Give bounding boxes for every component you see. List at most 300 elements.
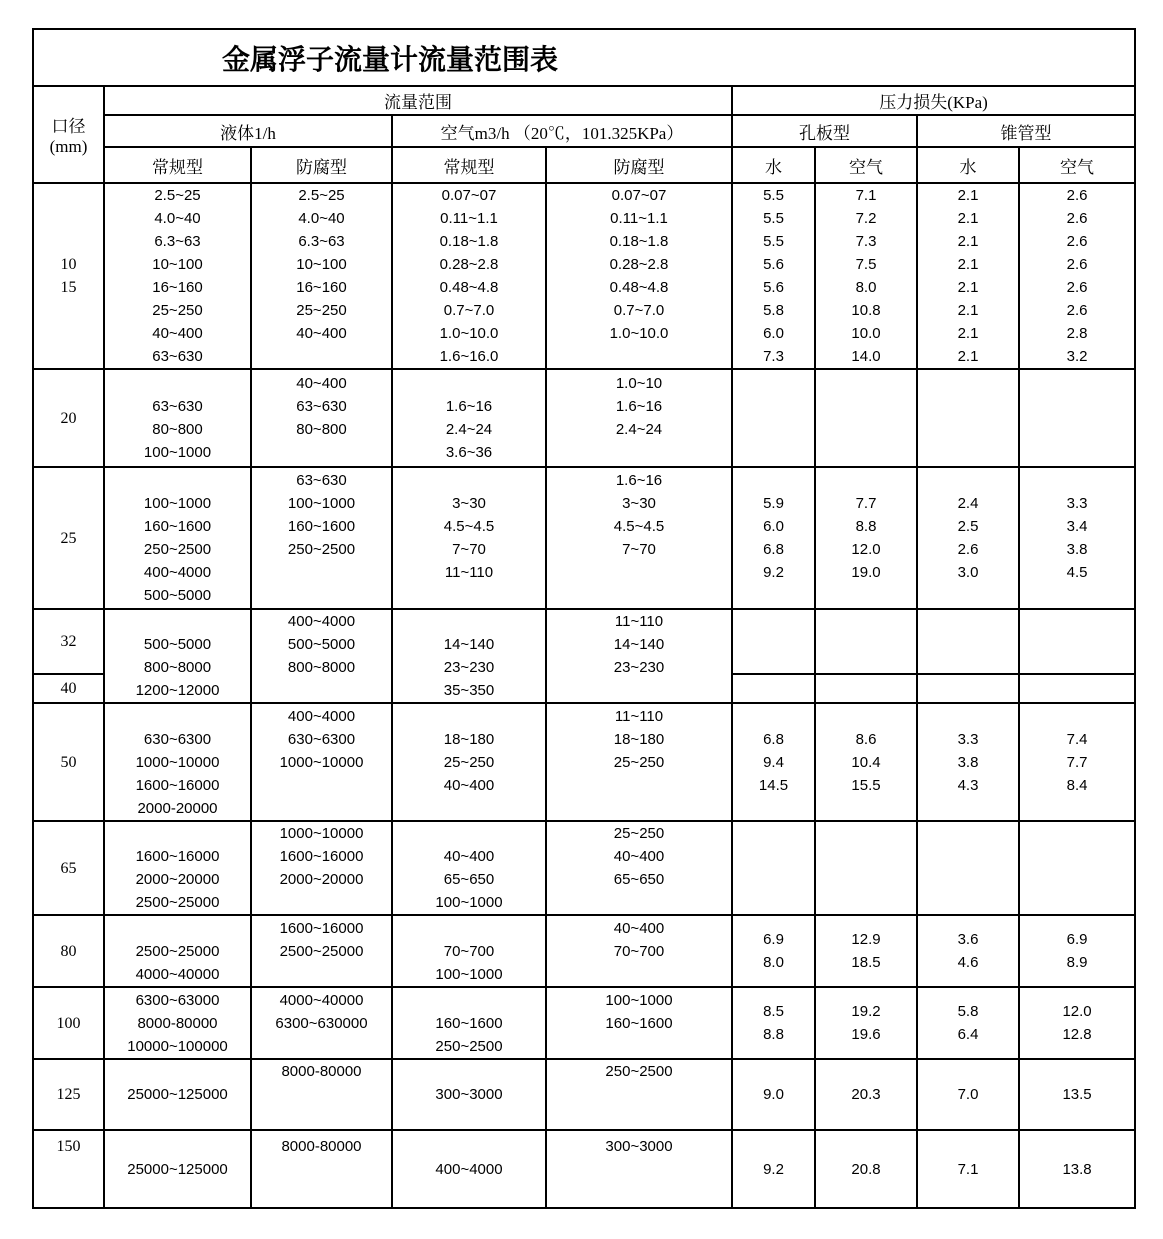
cell-air-normal (392, 467, 546, 609)
cell-air-anti (546, 369, 732, 467)
cell-line (393, 822, 545, 845)
cell-line (547, 561, 731, 584)
cell-line: 23~230 (613, 659, 665, 676)
cell-line: 400~4000 (143, 564, 212, 581)
header-pressure-loss: 压力损失(KPa) (732, 86, 1135, 115)
cell-liquid-anti (251, 987, 392, 1059)
cell-line (1020, 797, 1134, 820)
cell-line: 3.0 (957, 564, 979, 581)
cell-air-anti (546, 609, 732, 703)
cell-line: 40~400 (443, 776, 495, 794)
header-row-1 (33, 86, 1135, 115)
cell-line: 7~70 (452, 541, 486, 558)
cell-line: 4000~40000 (279, 991, 364, 1009)
cell-line (547, 797, 731, 820)
cell-line: 1600~16000 (135, 776, 220, 794)
cell-line: 2.6 (1066, 279, 1088, 296)
cell-line: 7.1 (855, 187, 877, 204)
cell-line: 18~180 (613, 730, 665, 748)
cell-line: 800~8000 (143, 659, 212, 676)
cell-line: 7.5 (855, 256, 877, 273)
cell-line: 1600~16000 (279, 848, 364, 865)
cell-line: 35~350 (443, 682, 495, 699)
cell-line (547, 345, 731, 368)
cell-liquid-anti (251, 821, 392, 915)
header-cone-type: 锥管型 (917, 115, 1135, 147)
cell-line: 6300~630000 (275, 1014, 368, 1032)
cell-p-cone-water (917, 369, 1019, 467)
cell-line: 6.9 (1066, 931, 1088, 948)
cell-line: 1600~16000 (135, 848, 220, 865)
cell-line: 8000-80000 (137, 1014, 218, 1032)
diameter-cell (33, 703, 104, 821)
cell-p-cone-water (917, 183, 1019, 369)
cell-line: 12.9 (851, 931, 881, 948)
cell-line: 65 (60, 859, 77, 877)
cell-line (105, 1060, 250, 1083)
table-row (33, 1059, 1135, 1130)
header-diameter-line2: (mm) (49, 137, 88, 156)
cell-line (252, 1181, 391, 1204)
cell-p-cone-air (1019, 467, 1135, 609)
cell-line: 0.48~4.8 (609, 279, 669, 296)
cell-liquid-normal (104, 703, 251, 821)
cell-line: 20.8 (851, 1160, 881, 1178)
cell-line: 6.9 (763, 931, 784, 948)
cell-line: 250~2500 (605, 1063, 673, 1080)
cell-line: 4.0~40 (154, 210, 201, 227)
cell-line: 20.3 (851, 1086, 881, 1103)
cell-p-cone-air (1019, 609, 1135, 674)
cell-air-normal (392, 821, 546, 915)
cell-line: 8.5 (763, 1003, 784, 1020)
cell-line: 2.5~25 (298, 187, 345, 204)
cell-line: 11~110 (444, 564, 494, 581)
cell-p-orifice-water (732, 987, 815, 1059)
cell-line: 13.5 (1062, 1086, 1092, 1103)
cell-p-orifice-air (815, 703, 917, 821)
cell-line: 4.0~40 (298, 210, 345, 227)
cell-p-cone-air (1019, 1059, 1135, 1130)
cell-line: 7.3 (855, 233, 877, 250)
header-diameter (33, 86, 104, 183)
cell-air-anti (546, 467, 732, 609)
cell-line: 40~400 (296, 375, 347, 392)
cell-line: 80~800 (152, 421, 203, 438)
header-air-anticorrosion: 防腐型 (546, 147, 732, 183)
cell-line: 2.1 (957, 233, 979, 250)
title-row (33, 29, 1135, 86)
cell-liquid-normal (104, 1059, 251, 1130)
cell-liquid-normal (104, 467, 251, 609)
cell-line (252, 345, 391, 368)
cell-line: 5.6 (763, 256, 784, 273)
cell-line: 8000-80000 (281, 1063, 362, 1080)
cell-line (547, 1035, 731, 1058)
cell-line (918, 677, 1018, 700)
cell-p-orifice-air (815, 1059, 917, 1130)
cell-line: 5.5 (763, 210, 784, 227)
cell-line: 5.8 (763, 302, 784, 319)
cell-line: 8000-80000 (281, 1137, 362, 1155)
cell-line (1020, 407, 1134, 430)
cell-line: 63~630 (152, 348, 203, 365)
cell-line: 8.9 (1066, 954, 1088, 971)
cell-line (547, 584, 731, 607)
diameter-cell (33, 467, 104, 609)
cell-line (393, 1135, 545, 1158)
cell-line: 80~800 (296, 421, 347, 438)
cell-line: 2.1 (957, 302, 979, 319)
cell-line: 250~2500 (435, 1037, 503, 1055)
cell-line (547, 1083, 731, 1106)
cell-line (547, 441, 731, 464)
cell-p-orifice-water (732, 821, 815, 915)
cell-line: 11~110 (614, 613, 664, 630)
header-orifice-type: 孔板型 (732, 115, 917, 147)
cell-line: 13.8 (1062, 1160, 1092, 1178)
cell-line: 2.4 (957, 495, 979, 512)
cell-line: 16~160 (296, 279, 347, 296)
cell-line: 3.4 (1066, 518, 1088, 535)
page-title: 金属浮子流量计流量范围表 (33, 29, 1135, 86)
cell-p-cone-air (1019, 674, 1135, 703)
cell-line (393, 372, 545, 395)
table-row (33, 183, 1135, 369)
cell-line: 6.3~63 (154, 233, 201, 250)
cell-line: 5.5 (763, 233, 784, 250)
cell-line (393, 610, 545, 633)
cell-line: 70~700 (613, 942, 665, 960)
cell-line (918, 407, 1018, 430)
cell-line: 2.1 (957, 187, 979, 204)
cell-p-orifice-water (732, 674, 815, 703)
cell-line (105, 705, 250, 728)
cell-line: 2.1 (957, 279, 979, 296)
cell-line: 0.11~1.1 (610, 210, 668, 227)
cell-line: 10~100 (296, 256, 347, 273)
cell-p-cone-water (917, 609, 1019, 674)
cell-line (547, 891, 731, 914)
cell-line (105, 1135, 250, 1158)
diameter-cell (33, 609, 104, 674)
cell-line (733, 469, 814, 492)
cell-line (816, 630, 916, 653)
cell-line: 19.6 (851, 1026, 881, 1043)
cell-line: 19.2 (851, 1003, 881, 1020)
cell-air-anti (546, 703, 732, 821)
cell-line (547, 774, 731, 797)
diameter-cell (33, 369, 104, 467)
cell-line: 63~630 (296, 472, 347, 489)
cell-line: 100~1000 (435, 965, 503, 983)
cell-p-cone-water (917, 703, 1019, 821)
cell-line: 3.6 (957, 931, 979, 948)
cell-line: 2000-20000 (137, 799, 218, 817)
cell-line: 2.5 (957, 518, 979, 535)
cell-line (733, 705, 814, 728)
cell-p-cone-air (1019, 369, 1135, 467)
cell-p-cone-water (917, 674, 1019, 703)
cell-line: 0.28~2.8 (609, 256, 669, 273)
cell-line (393, 1060, 545, 1083)
cell-line (252, 797, 391, 820)
cell-line: 7.3 (763, 348, 784, 365)
cell-line: 25000~125000 (127, 1160, 228, 1178)
cell-line: 800~8000 (287, 659, 356, 676)
cell-line: 4.5~4.5 (443, 518, 495, 535)
cell-line (816, 857, 916, 880)
cell-line: 25~250 (613, 825, 665, 842)
cell-line (1020, 677, 1134, 700)
cell-line: 10.0 (851, 325, 881, 342)
cell-line: 4.6 (957, 954, 979, 971)
cell-line: 400~4000 (287, 707, 356, 725)
diameter-cell (33, 821, 104, 915)
cell-p-orifice-air (815, 369, 917, 467)
cell-p-cone-air (1019, 183, 1135, 369)
cell-line: 100~1000 (435, 894, 503, 911)
table-row (33, 609, 1135, 674)
cell-air-anti (546, 821, 732, 915)
cell-line: 1.0~10.0 (609, 325, 669, 342)
cell-p-orifice-water (732, 369, 815, 467)
cell-line: 40~400 (613, 919, 665, 937)
cell-p-cone-air (1019, 821, 1135, 915)
cell-line: 8.6 (855, 730, 877, 748)
cell-line: 1.6~16 (615, 472, 663, 489)
cell-line: 2.6 (1066, 187, 1088, 204)
cell-line: 2500~25000 (135, 894, 220, 911)
cell-line (252, 774, 391, 797)
cell-line: 4.5~4.5 (613, 518, 665, 535)
cell-line: 40 (60, 680, 77, 698)
cell-line: 6.8 (763, 541, 784, 558)
table-row (33, 821, 1135, 915)
cell-line: 1000~10000 (279, 825, 364, 842)
cell-line: 2.6 (1066, 210, 1088, 227)
cell-line: 12.8 (1062, 1026, 1092, 1043)
cell-air-normal (392, 1059, 546, 1130)
cell-line: 1000~10000 (279, 753, 364, 771)
cell-line: 14.0 (851, 348, 881, 365)
cell-line: 8.8 (855, 518, 877, 535)
cell-line: 9.0 (763, 1086, 784, 1103)
cell-line: 2.1 (957, 210, 979, 227)
cell-p-orifice-water (732, 183, 815, 369)
cell-line: 11~110 (614, 707, 664, 725)
diameter-cell (33, 987, 104, 1059)
cell-air-anti (546, 987, 732, 1059)
cell-line: 160~1600 (435, 1014, 503, 1032)
cell-liquid-anti (251, 1059, 392, 1130)
cell-line: 6.0 (763, 518, 784, 535)
cell-line (733, 630, 814, 653)
cell-line: 125 (56, 1086, 81, 1103)
cell-line: 1.6~16 (615, 398, 663, 415)
cell-line (816, 677, 916, 700)
cell-line (918, 584, 1018, 607)
cell-air-normal (392, 703, 546, 821)
header-flow-range: 流量范围 (104, 86, 732, 115)
cell-line (105, 469, 250, 492)
cell-line (918, 797, 1018, 820)
cell-line: 25~250 (613, 753, 665, 771)
cell-line: 2.6 (1066, 256, 1088, 273)
cell-line (547, 1106, 731, 1129)
cell-line: 4.5 (1066, 564, 1088, 581)
table-row (33, 369, 1135, 467)
cell-line: 12.0 (851, 541, 881, 558)
cell-line (105, 1181, 250, 1204)
cell-line: 1.0~10.0 (439, 325, 499, 342)
cell-line: 2500~25000 (279, 942, 364, 960)
cell-line (816, 469, 916, 492)
cell-line (252, 1083, 391, 1106)
cell-line: 400~4000 (287, 613, 356, 630)
cell-line (105, 1106, 250, 1129)
cell-line: 50 (60, 753, 77, 771)
cell-line: 1000~10000 (135, 753, 220, 771)
header-cone-air: 空气 (1019, 147, 1135, 183)
cell-line: 2.4~24 (445, 421, 493, 438)
cell-line: 10.4 (851, 753, 881, 771)
cell-line: 2.1 (957, 348, 979, 365)
cell-line: 150 (56, 1137, 81, 1155)
cell-line (918, 857, 1018, 880)
header-liquid-normal: 常规型 (104, 147, 251, 183)
cell-line: 1600~16000 (279, 919, 364, 937)
cell-p-cone-water (917, 467, 1019, 609)
cell-line: 630~6300 (287, 730, 356, 748)
cell-line: 18.5 (851, 954, 881, 971)
cell-line: 5.9 (763, 495, 784, 512)
cell-line: 15.5 (851, 776, 881, 794)
cell-line: 70~700 (443, 942, 495, 960)
cell-liquid-normal (104, 1130, 251, 1208)
cell-line: 18~180 (443, 730, 495, 748)
cell-line (816, 705, 916, 728)
cell-line: 0.48~4.8 (439, 279, 499, 296)
cell-line (816, 797, 916, 820)
cell-line: 7.7 (855, 495, 877, 512)
cell-line: 6.0 (763, 325, 784, 342)
cell-line: 7.4 (1066, 730, 1088, 748)
cell-line (393, 989, 545, 1012)
cell-p-cone-water (917, 821, 1019, 915)
cell-line: 10000~100000 (127, 1037, 228, 1055)
cell-line: 500~5000 (143, 587, 212, 604)
header-air-normal: 常规型 (392, 147, 546, 183)
cell-p-orifice-air (815, 987, 917, 1059)
cell-p-cone-air (1019, 987, 1135, 1059)
cell-liquid-normal (104, 821, 251, 915)
cell-line (547, 679, 731, 702)
cell-air-normal (392, 1130, 546, 1208)
cell-air-normal (392, 369, 546, 467)
cell-line (393, 1106, 545, 1129)
cell-line: 630~6300 (143, 730, 212, 748)
cell-line: 0.28~2.8 (439, 256, 499, 273)
cell-line: 2000~20000 (279, 871, 364, 888)
cell-p-orifice-water (732, 1059, 815, 1130)
cell-line: 160~1600 (605, 1014, 673, 1032)
cell-line: 250~2500 (143, 541, 212, 558)
cell-line: 16~160 (152, 279, 203, 296)
cell-line: 63~630 (296, 398, 347, 415)
cell-line: 300~3000 (435, 1086, 503, 1103)
cell-line: 6300~63000 (135, 991, 220, 1009)
cell-line: 8.8 (763, 1026, 784, 1043)
cell-line: 1.6~16.0 (439, 348, 499, 365)
cell-line: 12.0 (1062, 1003, 1092, 1020)
cell-p-orifice-water (732, 915, 815, 987)
cell-line: 2.6 (1066, 233, 1088, 250)
cell-liquid-normal (104, 609, 251, 703)
cell-line (252, 679, 391, 702)
cell-line: 14~140 (443, 636, 495, 653)
cell-line (1020, 469, 1134, 492)
cell-line: 500~5000 (143, 636, 212, 653)
cell-line: 7~70 (622, 541, 656, 558)
cell-line: 10~100 (152, 256, 203, 273)
cell-line: 6.3~63 (298, 233, 345, 250)
cell-line: 7.2 (855, 210, 877, 227)
table-row (33, 915, 1135, 987)
cell-line (252, 891, 391, 914)
cell-line (34, 1158, 103, 1181)
cell-line: 2000~20000 (135, 871, 220, 888)
cell-line: 9.4 (763, 753, 784, 771)
cell-line: 1200~12000 (135, 682, 220, 699)
cell-line (918, 630, 1018, 653)
cell-line (105, 822, 250, 845)
cell-liquid-normal (104, 183, 251, 369)
cell-line: 0.7~7.0 (443, 302, 495, 319)
cell-line: 100~1000 (287, 495, 356, 512)
cell-air-anti (546, 1130, 732, 1208)
cell-line: 3.8 (1066, 541, 1088, 558)
table-row (33, 1130, 1135, 1208)
cell-line: 6.8 (763, 730, 784, 748)
cell-line: 40~400 (296, 325, 347, 342)
diameter-cell (33, 183, 104, 369)
cell-line: 100 (56, 1014, 81, 1032)
header-orifice-air: 空气 (815, 147, 917, 183)
cell-line: 4000~40000 (135, 965, 220, 983)
flowmeter-range-table (32, 28, 1136, 1209)
cell-line: 5.8 (957, 1003, 979, 1020)
cell-p-cone-air (1019, 1130, 1135, 1208)
cell-line (547, 963, 731, 986)
cell-p-orifice-air (815, 1130, 917, 1208)
cell-line (547, 1158, 731, 1181)
cell-line (816, 407, 916, 430)
cell-p-cone-air (1019, 703, 1135, 821)
cell-line: 2.1 (957, 325, 979, 342)
table-row (33, 987, 1135, 1059)
cell-line: 32 (60, 633, 77, 651)
cell-line: 5.5 (763, 187, 784, 204)
cell-line (105, 372, 250, 395)
cell-line: 2500~25000 (135, 942, 220, 960)
header-diameter-line1: 口径 (51, 117, 86, 136)
header-cone-water: 水 (917, 147, 1019, 183)
cell-p-orifice-air (815, 609, 917, 674)
cell-line: 40~400 (152, 325, 203, 342)
cell-line: 0.07~07 (611, 187, 667, 204)
diameter-cell (33, 1130, 104, 1208)
